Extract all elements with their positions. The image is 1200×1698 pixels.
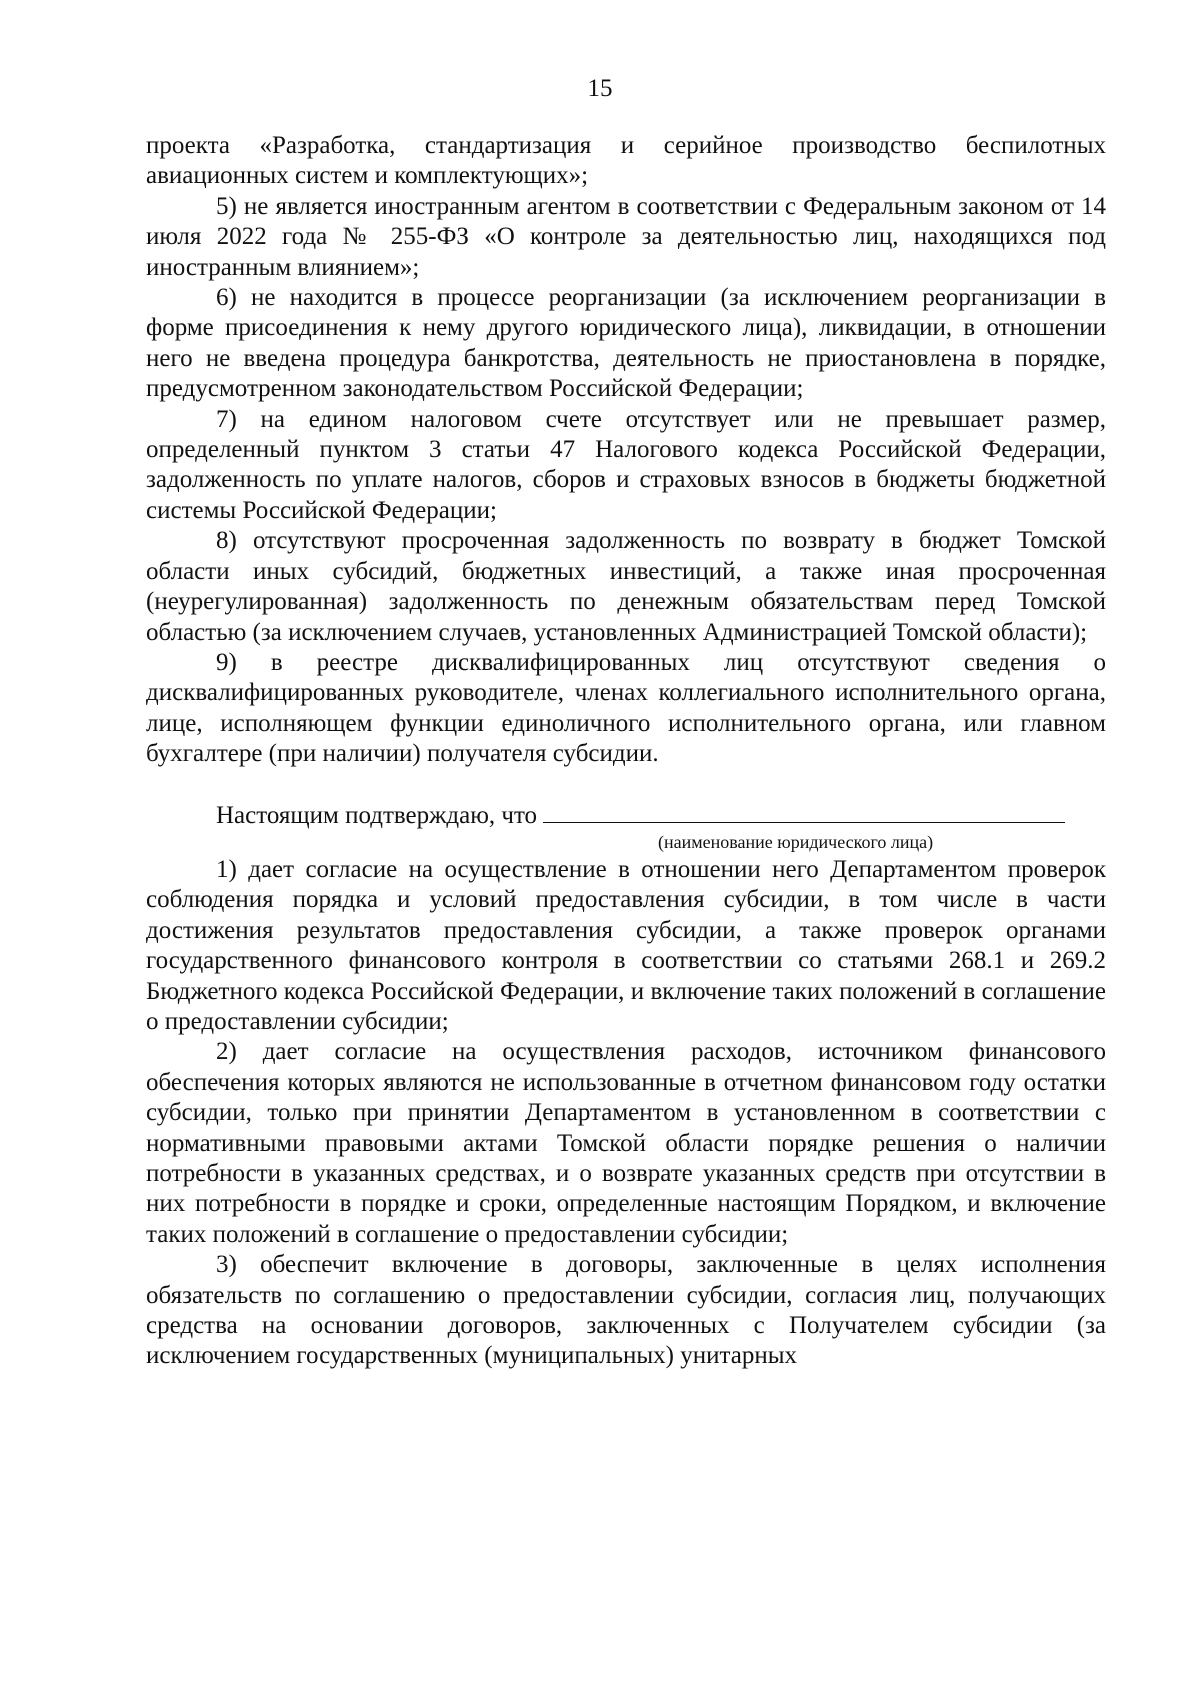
paragraph-continuation: проекта «Разработка, стандартизация и серийное производство беспилотных авиационных систем и комплектующих»;	[146, 132, 1106, 190]
paragraph-item-6: 6) не находится в процессе реорганизации (за исключением реорганизации в форме присоединения к нему другого юридического лица), ликвидации, в отношении него не введена процедура банкротства, деятельность не приостановлена в порядке, предусмотренном законодательством Российской Федерации;	[146, 284, 1106, 403]
legal-entity-name-blank	[543, 800, 1065, 823]
paragraph-item-9: 9) в реестре дисквалифицированных лиц отсутствуют сведения о дисквалифицированных руководителе, членах коллегиального исполнительного органа, лице, исполняющем функции единоличного исполнительного органа, или главном бухгалтере (при наличии) получателя субсидии.	[146, 648, 1106, 768]
confirmation-text: Настоящим подтверждаю, что	[216, 801, 538, 829]
document-body	[146, 131, 1106, 1372]
consent-item-2: 2) дает согласие на осуществления расходов, источником финансового обеспечения которых являются не использованные в отчетном финансовом году остатки субсидии, только при принятии Департаментом в установленном в соответствии с нормативными правовыми актами Томской области порядке решения о наличии потребности в указанных средствах, и о возврате указанных средств при отсутствии в них потребности в порядке и сроки, определенные настоящим Порядком, и включение таких положений в соглашение о предоставлении субсидии;	[146, 1038, 1106, 1248]
paragraph-item-7: 7) на едином налоговом счете отсутствует или не превышает размер, определенный пунктом 3 статьи 47 Налогового кодекса Российской Федерации, задолженность по уплате налогов, сборов и страховых взносов в бюджеты бюджетной системы Российской Федерации;	[146, 405, 1106, 524]
paragraph-item-8: 8) отсутствуют просроченная задолженность по возврату в бюджет Томской области иных субсидий, бюджетных инвестиций, а также иная просроченная (неурегулированная) задолженность по денежным обязательствам перед Томской областью (за исключением случаев, установленных Администрацией Томской области);	[146, 527, 1106, 646]
consent-item-3: 3) обеспечит включение в договоры, заключенные в целях исполнения обязательств по соглашению о предоставлении субсидии, согласия лиц, получающих средства на основании договоров, заключенных с Получателем субсидии (за исключением государственных (муниципальных) унитарных	[146, 1251, 1106, 1370]
confirmation-line	[146, 800, 1106, 831]
consent-item-1: 1) дает согласие на осуществление в отношении него Департаментом проверок соблюдения порядка и условий предоставления субсидии, в том числе в части достижения результатов предоставления субсидии, а также проверок органами государственного финансового контроля в соответствии со статьями 268.1 и 269.2 Бюджетного кодекса Российской Федерации, и включение таких положений в соглашение о предоставлении субсидии;	[146, 855, 1106, 1035]
blank-caption: (наименование юридического лица)	[658, 831, 934, 852]
page-number: 15	[587, 75, 613, 102]
paragraph-item-5: 5) не является иностранным агентом в соответствии с Федеральным законом от 14 июля 2022 года № 255-ФЗ «О контроле за деятельностью лиц, находящихся под иностранным влиянием»;	[146, 192, 1106, 281]
